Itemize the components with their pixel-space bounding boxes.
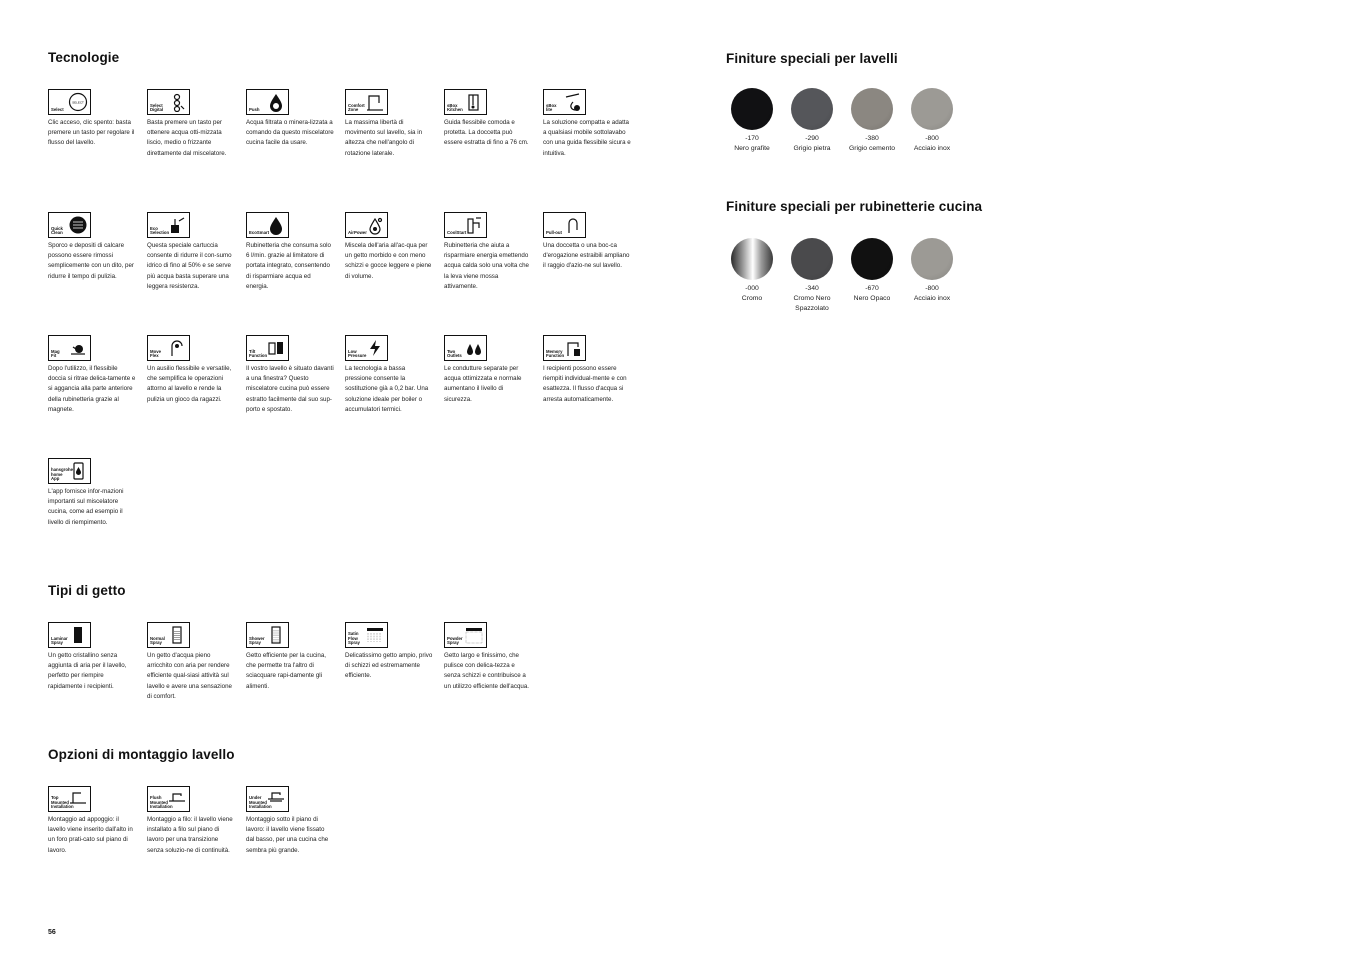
feature-item bbox=[147, 622, 237, 702]
feature-icon-label: hansgrohe home App bbox=[51, 467, 73, 482]
feature-icon-box bbox=[246, 622, 289, 648]
feature-item bbox=[246, 212, 336, 292]
comfort-zone-icon bbox=[365, 92, 385, 112]
feature-item bbox=[543, 335, 633, 405]
feature-description: La massima libertà di movimento sul lavello, sia in altezza che nell'angolo di rotazione laterale. bbox=[345, 119, 423, 157]
feature-icon-label: Flush Mounted Installation bbox=[150, 795, 173, 810]
mounting-title: Opzioni di montaggio lavello bbox=[48, 747, 235, 762]
finish-code: -340 bbox=[805, 285, 819, 292]
feature-icon-box bbox=[147, 786, 190, 812]
magfit-icon bbox=[68, 338, 88, 358]
pull-out-icon bbox=[563, 215, 583, 235]
finish-color-circle bbox=[911, 88, 953, 130]
feature-item bbox=[444, 89, 534, 149]
feature-icon-box bbox=[48, 458, 91, 484]
tilt-function-icon bbox=[266, 338, 286, 358]
low-pressure-icon bbox=[365, 338, 385, 358]
feature-icon-box bbox=[246, 335, 289, 361]
feature-icon-label: Satin Flow Spray bbox=[348, 631, 360, 646]
finish-name: Acciaio inox bbox=[913, 294, 951, 302]
feature-icon-label: Tilt Function bbox=[249, 348, 268, 359]
finish-name: Grigio cemento bbox=[848, 144, 896, 152]
feature-item bbox=[345, 622, 435, 682]
airpower-icon bbox=[365, 215, 385, 235]
under-mounted-icon bbox=[266, 789, 286, 809]
feature-item bbox=[147, 212, 237, 292]
feature-icon-box bbox=[147, 622, 190, 648]
feature-item bbox=[48, 786, 138, 856]
feature-item bbox=[246, 786, 336, 856]
feature-description: Montaggio ad appoggio: il lavello viene inserito dall'alto in un foro prati-cato sul piano di lavoro. bbox=[48, 816, 133, 854]
feature-icon-label: Mag Fit bbox=[51, 348, 60, 359]
finish-name: Acciaio inox bbox=[913, 144, 951, 152]
feature-description: Rubinetteria che consuma solo 6 l/min. grazie al limitatore di portata integrato, consentendo di risparmiare acqua ed energia. bbox=[246, 242, 331, 290]
finish-name: Grigio pietra bbox=[793, 144, 831, 152]
feature-icon-box bbox=[147, 89, 190, 115]
sbox-lite-icon bbox=[563, 92, 583, 112]
feature-description: I recipienti possono essere riempiti individual-mente e con esattezza. Il flusso d'acqua si arresta automaticamente. bbox=[543, 365, 627, 403]
feature-description: Acqua filtrata o minera-lizzata a comando da questo miscelatore cucina facile da usare. bbox=[246, 119, 334, 147]
finish-swatch bbox=[782, 238, 842, 313]
feature-description: Getto efficiente per la cucina, che permette tra l'altro di sciacquare rapi-damente gli alimenti. bbox=[246, 652, 327, 690]
feature-item bbox=[543, 89, 633, 159]
feature-item bbox=[444, 335, 534, 405]
feature-item bbox=[147, 335, 237, 405]
feature-icon-label: Two Outlets bbox=[447, 348, 462, 359]
feature-icon-box bbox=[543, 335, 586, 361]
finish-color-circle bbox=[851, 238, 893, 280]
moveflex-icon bbox=[167, 338, 187, 358]
feature-icon-box bbox=[48, 89, 91, 115]
finish-code: -800 bbox=[925, 135, 939, 142]
finish-swatch bbox=[902, 238, 962, 304]
select-digital-icon bbox=[167, 92, 187, 112]
powder-spray-icon bbox=[464, 625, 484, 645]
feature-item bbox=[147, 89, 237, 159]
feature-item bbox=[345, 335, 435, 415]
feature-description: Clic acceso, clic spento: basta premere un tasto per regolare il flusso del lavello. bbox=[48, 119, 135, 147]
feature-description: La soluzione compatta e adatta a qualsiasi mobile sottolavabo con una guida flessibile sicura e intuitiva. bbox=[543, 119, 631, 157]
finish-swatch bbox=[782, 88, 842, 154]
feature-icon-box bbox=[444, 622, 487, 648]
finish-swatch bbox=[842, 88, 902, 154]
feature-description: Una doccetta o una boc-ca d'erogazione estraibili ampliano il raggio d'azio-ne sul lavello. bbox=[543, 242, 630, 270]
feature-icon-box bbox=[345, 335, 388, 361]
feature-item bbox=[345, 89, 435, 159]
feature-icon-label: Push bbox=[249, 107, 260, 113]
feature-icon-label: Move Flex bbox=[150, 348, 161, 359]
feature-item bbox=[444, 622, 534, 692]
feature-icon-label: sBox Kitchen bbox=[447, 102, 463, 113]
feature-icon-label: Memory Function bbox=[546, 348, 565, 359]
eco-selection-icon bbox=[167, 215, 187, 235]
feature-icon-box bbox=[444, 335, 487, 361]
select-button-icon bbox=[68, 92, 88, 112]
feature-icon-box bbox=[48, 335, 91, 361]
finish-code: -670 bbox=[865, 285, 879, 292]
feature-icon-label: Select bbox=[51, 107, 64, 113]
feature-item bbox=[48, 622, 138, 692]
spray-types-title: Tipi di getto bbox=[48, 583, 126, 598]
feature-icon-label: CoolStart bbox=[447, 230, 467, 236]
finish-color-circle bbox=[791, 238, 833, 280]
feature-item bbox=[48, 89, 138, 149]
feature-description: Guida flessibile comoda e protetta. La doccetta può essere estratta di fino a 76 cm. bbox=[444, 119, 529, 147]
feature-icon-box bbox=[246, 212, 289, 238]
feature-icon-box bbox=[246, 786, 289, 812]
feature-description: Un getto cristallino senza aggiunta di aria per il lavello, perfetto per riempire rapidamente i recipienti. bbox=[48, 652, 127, 690]
feature-description: Basta premere un tasto per ottenere acqua otti-mizzata liscio, medio o frizzante direttamente dal miscelatore. bbox=[147, 119, 227, 157]
technologies-title: Tecnologie bbox=[48, 50, 120, 65]
satin-flow-spray-icon bbox=[365, 625, 385, 645]
normal-spray-icon bbox=[167, 625, 187, 645]
finish-swatch bbox=[722, 88, 782, 154]
feature-description: Montaggio sotto il piano di lavoro: il lavello viene fissato dal basso, per una cucina che sembra più grande. bbox=[246, 816, 329, 854]
feature-icon-box bbox=[48, 622, 91, 648]
finish-name: Cromo bbox=[741, 294, 763, 302]
feature-item bbox=[246, 335, 336, 415]
finish-color-circle bbox=[911, 238, 953, 280]
feature-description: La tecnologia a bassa pressione consente la sostituzione già a 0,2 bar. Una soluzione ideale per boiler o accumulatori termici. bbox=[345, 365, 429, 413]
top-mounted-icon bbox=[68, 789, 88, 809]
flush-mounted-icon bbox=[167, 789, 187, 809]
feature-description: Rubinetteria che aiuta a risparmiare energia emettendo acqua calda solo una volta che la leva viene mossa attivamente. bbox=[444, 242, 529, 290]
feature-icon-label: Select Digital bbox=[150, 102, 164, 113]
feature-item bbox=[48, 212, 138, 282]
feature-item bbox=[48, 335, 138, 415]
feature-icon-label: Powder Spray bbox=[447, 635, 463, 646]
feature-icon-label: Quick Clean bbox=[51, 225, 63, 236]
feature-item bbox=[246, 622, 336, 692]
finish-color-circle bbox=[851, 88, 893, 130]
finish-name: Nero grafite bbox=[734, 144, 770, 152]
feature-icon-label: Normal Spray bbox=[150, 635, 165, 646]
coolstart-icon bbox=[464, 215, 484, 235]
feature-icon-box bbox=[444, 89, 487, 115]
feature-icon-label: AirPower bbox=[348, 230, 367, 236]
finish-code: -800 bbox=[925, 285, 939, 292]
shower-spray-icon bbox=[266, 625, 286, 645]
feature-icon-label: Shower Spray bbox=[249, 635, 265, 646]
laminar-spray-icon bbox=[68, 625, 88, 645]
feature-icon-box bbox=[147, 335, 190, 361]
finish-code: -380 bbox=[865, 135, 879, 142]
finish-swatch bbox=[902, 88, 962, 154]
feature-icon-label: Laminar Spray bbox=[51, 635, 68, 646]
feature-icon-box bbox=[543, 212, 586, 238]
feature-item bbox=[246, 89, 336, 149]
sbox-kitchen-icon bbox=[464, 92, 484, 112]
feature-description: Le condutture separate per acqua ottimizzata e normale aumentano il livello di sicurezza. bbox=[444, 365, 522, 403]
finish-code: -290 bbox=[805, 135, 819, 142]
feature-icon-label: Eco Selection bbox=[150, 225, 170, 236]
feature-icon-label: Under Mounted Installation bbox=[249, 795, 272, 810]
tap-finishes-title: Finiture speciali per rubinetterie cucina bbox=[726, 199, 983, 214]
feature-description: Dopo l'utilizzo, il flessibile doccia si ritrae delica-tamente e si aggancia alla parte anteriore della rubinetteria grazie al magnete. bbox=[48, 365, 136, 413]
feature-icon-box bbox=[345, 89, 388, 115]
feature-icon-box bbox=[48, 212, 91, 238]
feature-icon-label: Pull-out bbox=[546, 230, 562, 236]
finish-code: -000 bbox=[745, 285, 759, 292]
feature-icon-label: Low Pressure bbox=[348, 348, 367, 359]
finish-color-circle bbox=[731, 88, 773, 130]
page-number: 56 bbox=[48, 929, 56, 936]
feature-description: Montaggio a filo: il lavello viene installato a filo sul piano di lavoro per una transizione senza soluzio-ne di continuità. bbox=[147, 816, 233, 854]
ecosmart-icon bbox=[266, 215, 286, 235]
quick-clean-icon bbox=[68, 215, 88, 235]
finish-name: Nero Opaco bbox=[853, 294, 891, 302]
feature-icon-box bbox=[48, 786, 91, 812]
feature-item bbox=[543, 212, 633, 272]
push-icon bbox=[266, 92, 286, 112]
feature-description: Il vostro lavello è situato davanti a una finestra? Questo miscelatore cucina può essere estratto facilmente dal suo sup-porto e spostato. bbox=[246, 365, 334, 413]
sink-finishes-title: Finiture speciali per lavelli bbox=[726, 51, 898, 66]
feature-description: Un getto d'acqua pieno arricchito con aria per rendere efficiente qual-siasi attività sul lavello e avere una sensazione di comfort. bbox=[147, 652, 232, 700]
right-page bbox=[678, 0, 1356, 959]
feature-icon-label: Comfort Zone bbox=[348, 102, 365, 113]
feature-description: Delicatissimo getto ampio, privo di schizzi ed estremamente efficiente. bbox=[345, 652, 433, 680]
feature-item bbox=[147, 786, 237, 856]
feature-icon-box bbox=[147, 212, 190, 238]
feature-description: Questa speciale cartuccia consente di ridurre il con-sumo idrico di fino al 50% e se serve più acqua basta superare una leggera resistenza. bbox=[147, 242, 232, 290]
feature-icon-label: sBox lite bbox=[546, 102, 557, 113]
feature-description: Sporco e depositi di calcare possono essere rimossi semplicemente con un dito, per ridurre il tempo di pulizia. bbox=[48, 242, 134, 280]
finish-name: Cromo Nero Spazzolato bbox=[793, 294, 831, 312]
feature-icon-box bbox=[543, 89, 586, 115]
two-outlets-icon bbox=[464, 338, 484, 358]
feature-item bbox=[444, 212, 534, 292]
feature-description: L'app fornisce infor-mazioni importanti sul miscelatore cucina, come ad esempio il livello di riempimento. bbox=[48, 488, 124, 526]
feature-icon-box bbox=[246, 89, 289, 115]
feature-icon-box bbox=[345, 212, 388, 238]
finish-color-circle bbox=[791, 88, 833, 130]
home-app-icon bbox=[68, 461, 88, 481]
finish-color-circle bbox=[731, 238, 773, 280]
feature-description: Getto largo e finissimo, che pulisce con delica-tezza e senza schizzi e contribuisce a un utilizzo efficiente dell'acqua. bbox=[444, 652, 529, 690]
memory-function-icon bbox=[563, 338, 583, 358]
feature-description: Un ausilio flessibile e versatile, che semplifica le operazioni attorno al lavello e rende la pulizia un gioco da ragazzi. bbox=[147, 365, 232, 403]
feature-icon-label: EcoSmart bbox=[249, 230, 270, 236]
feature-icon-box bbox=[444, 212, 487, 238]
feature-item bbox=[48, 458, 138, 528]
finish-code: -170 bbox=[745, 135, 759, 142]
svg-text:SELECT: SELECT bbox=[72, 100, 84, 105]
feature-item bbox=[345, 212, 435, 282]
feature-description: Miscela dell'aria all'ac-qua per un getto morbido e con meno schizzi e gocce leggere e piene di volume. bbox=[345, 242, 432, 280]
finish-swatch bbox=[722, 238, 782, 304]
finish-swatch bbox=[842, 238, 902, 304]
feature-icon-box bbox=[345, 622, 388, 648]
feature-icon-label: Top Mounted Installation bbox=[51, 795, 74, 810]
